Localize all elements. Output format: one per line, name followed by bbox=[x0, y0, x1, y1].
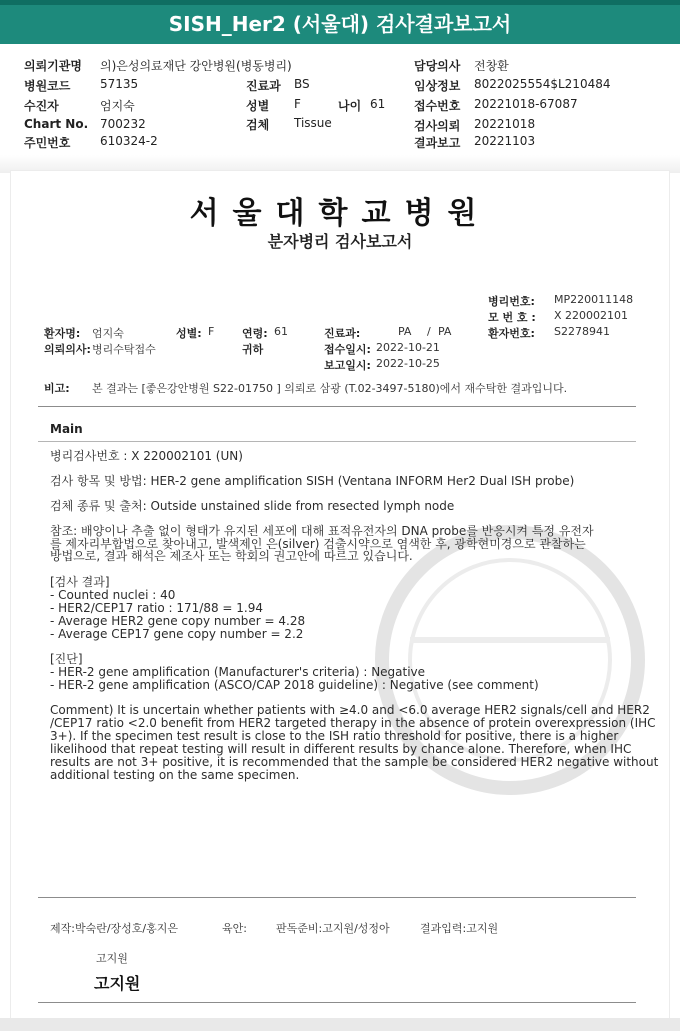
pathology-no-label: 병리번호: bbox=[488, 295, 535, 308]
pathology-exam-no: 병리검사번호 : X 220002101 (UN) bbox=[50, 449, 243, 463]
referral-org-value: 의)은성의료재단 강안병원(병동병리) bbox=[100, 59, 292, 73]
reported-value: 2022-10-25 bbox=[376, 357, 440, 370]
patient-no-value: S2278941 bbox=[554, 325, 610, 338]
sex-label: 성별 bbox=[246, 99, 270, 113]
divider-footer bbox=[38, 897, 636, 898]
report-date-label: 결과보고 bbox=[414, 136, 461, 150]
grossing-staff: 육안: bbox=[222, 922, 247, 935]
diagnosis-asco-cap: - HER-2 gene amplification (ASCO/CAP 2018 guideline) : Negative (see comment) bbox=[50, 678, 539, 692]
result-her2-cep17-ratio: - HER2/CEP17 ratio : 171/88 = 1.94 bbox=[50, 601, 264, 615]
test-results bbox=[50, 576, 640, 641]
report-title-bar bbox=[0, 0, 680, 44]
mo-no-label: 모 번 호 : bbox=[488, 311, 536, 324]
referral-org-label: 의뢰기관명 bbox=[24, 59, 82, 73]
receipt-no-value: 20221018-67087 bbox=[474, 97, 578, 111]
doctor-label: 담당의사 bbox=[414, 59, 461, 73]
footer-band bbox=[0, 1018, 680, 1031]
results-heading: [검사 결과] bbox=[50, 575, 110, 589]
report-age-label: 연령: bbox=[242, 327, 268, 340]
patient-name-value: 엄지숙 bbox=[92, 327, 124, 340]
report-department-value2: PA bbox=[438, 325, 452, 338]
result-counted-nuclei: - Counted nuclei : 40 bbox=[50, 588, 176, 602]
resident-no-label: 주민번호 bbox=[24, 136, 71, 150]
referring-doctor-value: 병리수탁접수 bbox=[92, 343, 156, 356]
reading-prep-staff: 판독준비:고지원/성정아 bbox=[276, 922, 390, 935]
specimen-value: Tissue bbox=[294, 116, 332, 130]
report-department-sep: / bbox=[427, 325, 431, 338]
hospital-code-value: 57135 bbox=[100, 77, 139, 91]
report-date-value: 20221103 bbox=[474, 134, 536, 148]
reference-note bbox=[50, 525, 640, 563]
divider-main bbox=[38, 441, 636, 442]
referring-doctor-label: 의뢰의사: bbox=[44, 343, 91, 356]
patient-label: 수진자 bbox=[24, 99, 59, 113]
result-her2-copy-number: - Average HER2 gene copy number = 4.28 bbox=[50, 614, 306, 628]
reference-line: 참조: 배양이나 추출 없이 형태가 유지된 세포에 대해 표적유전자의 DNA probe를 반응시켜 특정 유전자 bbox=[50, 524, 594, 538]
reported-label: 보고일시: bbox=[324, 359, 371, 372]
diagnosis-heading: [진단] bbox=[50, 652, 83, 666]
divider-bottom bbox=[38, 1002, 636, 1003]
age-value: 61 bbox=[370, 97, 386, 111]
reference-line: 방법으로, 결과 해석은 제조사 또는 학회의 권고안에 따르고 있습니다. bbox=[50, 549, 413, 563]
hospital-name: 서울대학교병원 bbox=[189, 196, 491, 231]
remark-value: 본 결과는 [좋은강안병원 S22-01750 ] 의뢰로 삼광 (T.02-3497-5180)에서 재수탁한 결과입니다. bbox=[92, 382, 568, 395]
doctor-value: 전창환 bbox=[474, 59, 509, 73]
report-sex-value: F bbox=[208, 325, 215, 338]
received-value: 2022-10-21 bbox=[376, 341, 440, 354]
report-age-value: 61 bbox=[274, 325, 288, 338]
result-cep17-copy-number: - Average CEP17 gene copy number = 2.2 bbox=[50, 627, 304, 641]
section-main-label: Main bbox=[50, 422, 83, 436]
age-label: 나이 bbox=[338, 99, 362, 113]
comment-line: additional testing on the same specimen. bbox=[50, 768, 300, 782]
result-input-staff: 결과입력:고지원 bbox=[420, 922, 499, 935]
diagnosis-manufacturer: - HER-2 gene amplification (Manufacturer's criteria) : Negative bbox=[50, 665, 426, 679]
comment-line: Comment) It is uncertain whether patients with ≥4.0 and <6.0 average HER2 signals/cell and HER2 bbox=[50, 703, 650, 717]
comment bbox=[50, 703, 659, 782]
signer-signature: 고지원 bbox=[94, 974, 141, 993]
report-department-value: PA bbox=[398, 325, 412, 338]
clinical-info-value: 8022025554$L210484 bbox=[474, 77, 611, 91]
specimen-source: 검체 종류 및 출처: Outside unstained slide from resected lymph node bbox=[50, 499, 455, 513]
chart-no-label: Chart No. bbox=[24, 117, 89, 131]
signer-name: 고지원 bbox=[96, 952, 128, 965]
production-staff: 제작:박숙란/장성호/홍지은 bbox=[50, 922, 179, 935]
department-value: BS bbox=[294, 77, 310, 91]
report-sex-label: 성별: bbox=[176, 327, 202, 340]
chart-no-value: 700232 bbox=[100, 117, 146, 131]
to-label: 귀하 bbox=[242, 343, 264, 356]
patient-no-label: 환자번호: bbox=[488, 327, 535, 340]
request-date-value: 20221018 bbox=[474, 117, 536, 131]
test-item-method: 검사 항목 및 방법: HER-2 gene amplification SISH (Ventana INFORM Her2 Dual ISH probe) bbox=[50, 474, 575, 488]
resident-no-value: 610324-2 bbox=[100, 134, 158, 148]
clinical-info-label: 임상정보 bbox=[414, 79, 461, 93]
remark-label: 비고: bbox=[44, 382, 70, 395]
report-department-label: 진료과: bbox=[324, 327, 361, 340]
received-label: 접수일시: bbox=[324, 343, 371, 356]
hospital-code-label: 병원코드 bbox=[24, 79, 71, 93]
sex-value: F bbox=[294, 97, 301, 111]
diagnosis bbox=[50, 653, 640, 692]
department-label: 진료과 bbox=[246, 79, 281, 93]
comment-line: results are not 3+ positive, it is recommended that the sample be considered HER2 negative without bbox=[50, 755, 659, 769]
patient-value: 엄지숙 bbox=[100, 99, 135, 113]
report-title: SISH_Her2 (서울대) 검사결과보고서 bbox=[168, 12, 512, 36]
mo-no-value: X 220002101 bbox=[554, 309, 629, 322]
request-date-label: 검사의뢰 bbox=[414, 119, 461, 133]
receipt-no-label: 접수번호 bbox=[414, 99, 461, 113]
patient-name-label: 환자명: bbox=[44, 327, 81, 340]
comment-line: likelihood that repeat testing will result in different results by chance alone. Therefore, when IHC bbox=[50, 742, 632, 756]
pathology-no-value: MP220011148 bbox=[554, 293, 634, 306]
reference-line: 를 제자리부합법으로 찾아내고, 발색제인 은(silver) 검출시약으로 염색한 후, 광학현미경으로 관찰하는 bbox=[50, 536, 586, 551]
specimen-label: 검체 bbox=[246, 118, 270, 132]
comment-line: /CEP17 ratio <2.0 benefit from HER2 targeted therapy in the absence of protein overexpression (IHC bbox=[50, 716, 656, 730]
comment-line: 3+). If the specimen test result is close to the ISH ratio threshold for positive, there is a higher bbox=[50, 729, 619, 743]
divider-top bbox=[38, 406, 636, 407]
document-title: 분자병리 검사보고서 bbox=[267, 232, 413, 251]
